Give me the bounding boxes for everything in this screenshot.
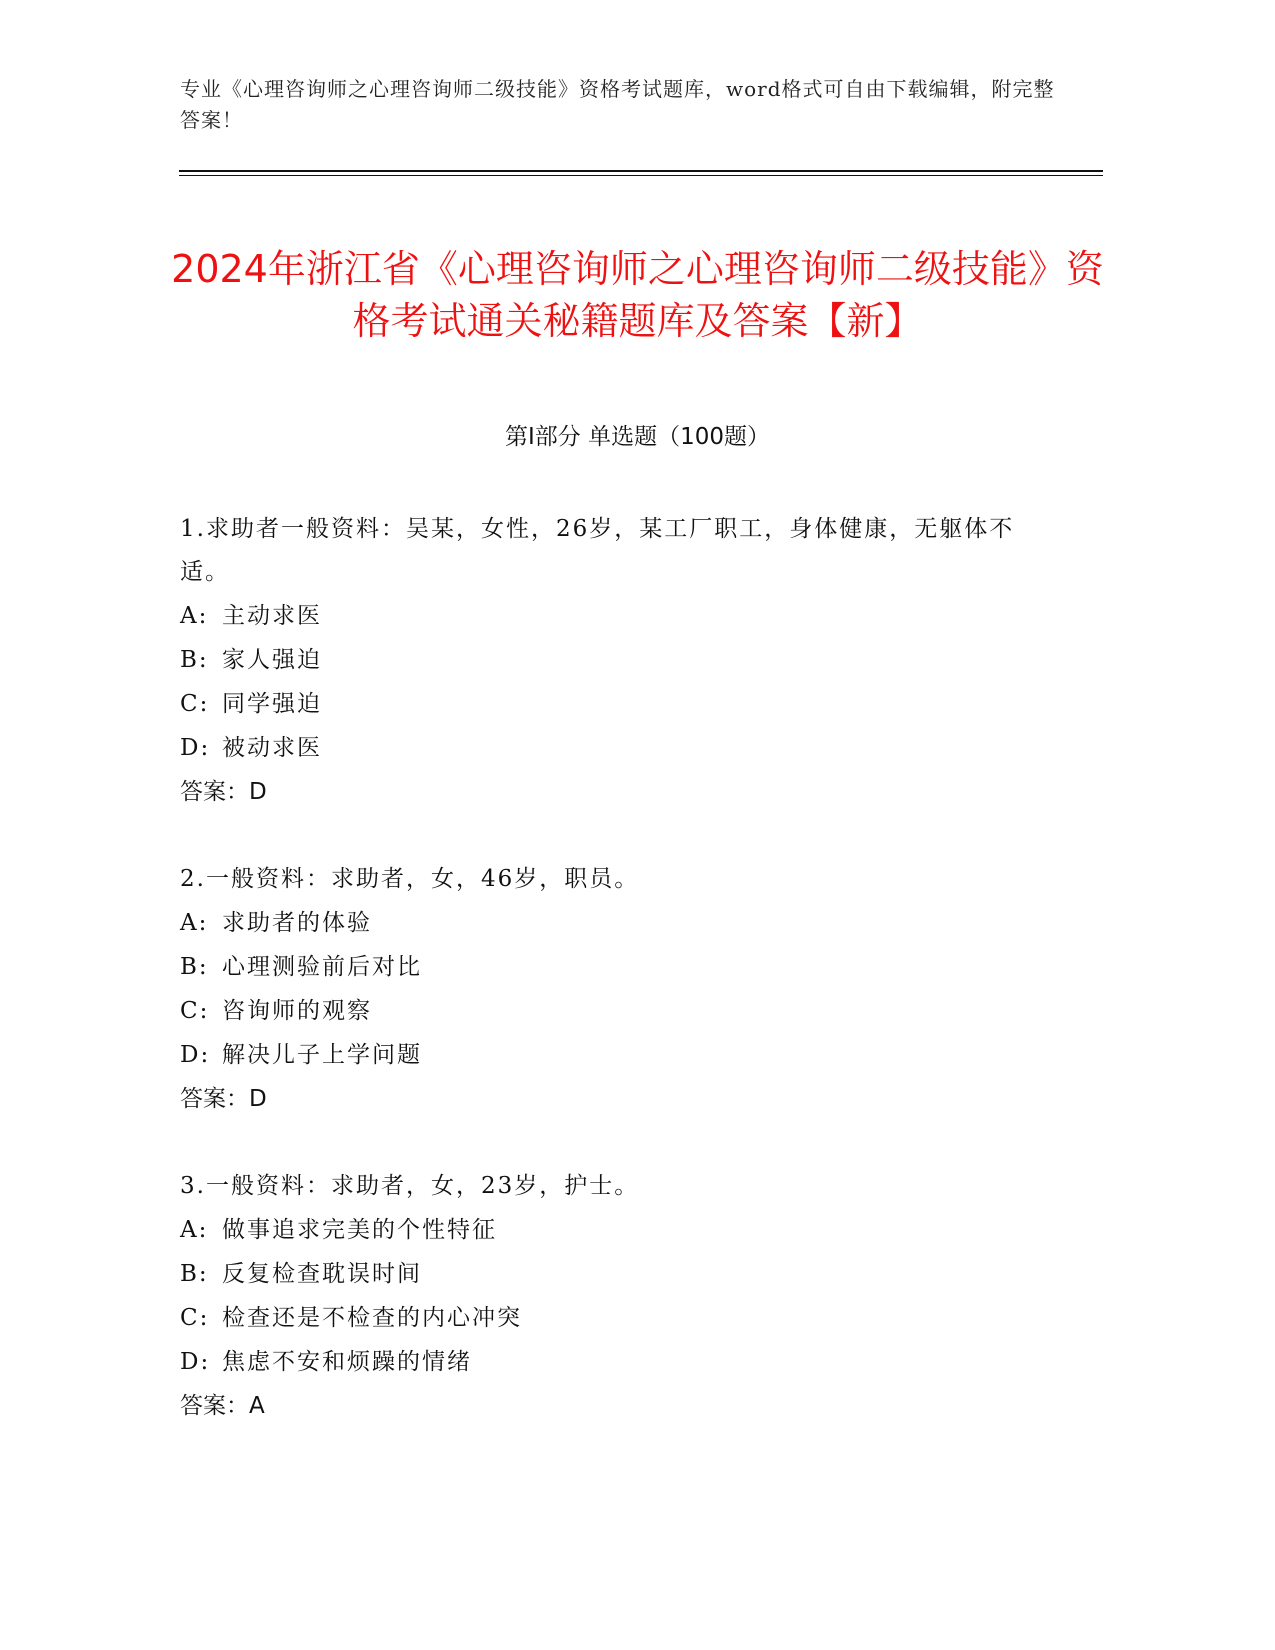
option-text: 心理测验前后对比: [222, 954, 422, 980]
question-stem: 1.求助者一般资料：吴某，女性，26岁，某工厂职工，身体健康，无躯体不适。: [180, 516, 1015, 585]
option-text: 反复检查耽误时间: [222, 1261, 422, 1287]
question-3: [180, 1165, 1030, 1428]
option-key: C:: [180, 1305, 210, 1331]
option-text: 家人强迫: [222, 647, 322, 673]
option-a: [180, 901, 1030, 945]
option-text: 求助者的体验: [222, 910, 372, 936]
option-text: 主动求医: [222, 603, 322, 629]
section-heading: 第Ⅰ部分 单选题（100题）: [505, 424, 770, 450]
option-b: [180, 945, 1030, 989]
option-key: C:: [180, 691, 210, 717]
option-key: B:: [180, 1261, 209, 1287]
header-rule-thick: [179, 170, 1103, 172]
option-d: [180, 1033, 1030, 1077]
answer: 答案：D: [180, 1086, 267, 1112]
option-text: 做事追求完美的个性特征: [222, 1217, 497, 1243]
option-c: [180, 682, 1030, 726]
option-d: [180, 1340, 1030, 1384]
option-key: B:: [180, 954, 209, 980]
option-key: B:: [180, 647, 209, 673]
answer: 答案：D: [180, 779, 267, 805]
option-key: D:: [180, 735, 211, 761]
header-note: 专业《心理咨询师之心理咨询师二级技能》资格考试题库，word格式可自由下载编辑，附完整答案！: [180, 77, 1055, 132]
option-key: D:: [180, 1349, 211, 1375]
option-text: 检查还是不检查的内心冲突: [222, 1305, 522, 1331]
question-2: [180, 858, 1030, 1121]
option-b: [180, 1252, 1030, 1296]
option-key: D:: [180, 1042, 211, 1068]
option-text: 焦虑不安和烦躁的情绪: [222, 1349, 472, 1375]
document-title: 2024年浙江省《心理咨询师之心理咨询师二级技能》资格考试通关秘籍题库及答案【新】: [171, 247, 1104, 344]
option-c: [180, 989, 1030, 1033]
option-key: A:: [180, 910, 209, 936]
option-a: [180, 594, 1030, 638]
option-text: 同学强迫: [222, 691, 322, 717]
option-a: [180, 1208, 1030, 1252]
question-stem: 3.一般资料：求助者，女，23岁，护士。: [180, 1173, 640, 1199]
option-b: [180, 638, 1030, 682]
answer: 答案：A: [180, 1393, 265, 1419]
question-stem: 2.一般资料：求助者，女，46岁，职员。: [180, 866, 640, 892]
question-list: [180, 508, 1030, 1472]
option-text: 被动求医: [222, 735, 322, 761]
option-text: 解决儿子上学问题: [222, 1042, 422, 1068]
question-1: [180, 508, 1030, 814]
option-key: A:: [180, 603, 209, 629]
option-d: [180, 726, 1030, 770]
option-key: C:: [180, 998, 210, 1024]
option-key: A:: [180, 1217, 209, 1243]
option-text: 咨询师的观察: [222, 998, 372, 1024]
option-c: [180, 1296, 1030, 1340]
header-rule-thin: [179, 175, 1103, 176]
